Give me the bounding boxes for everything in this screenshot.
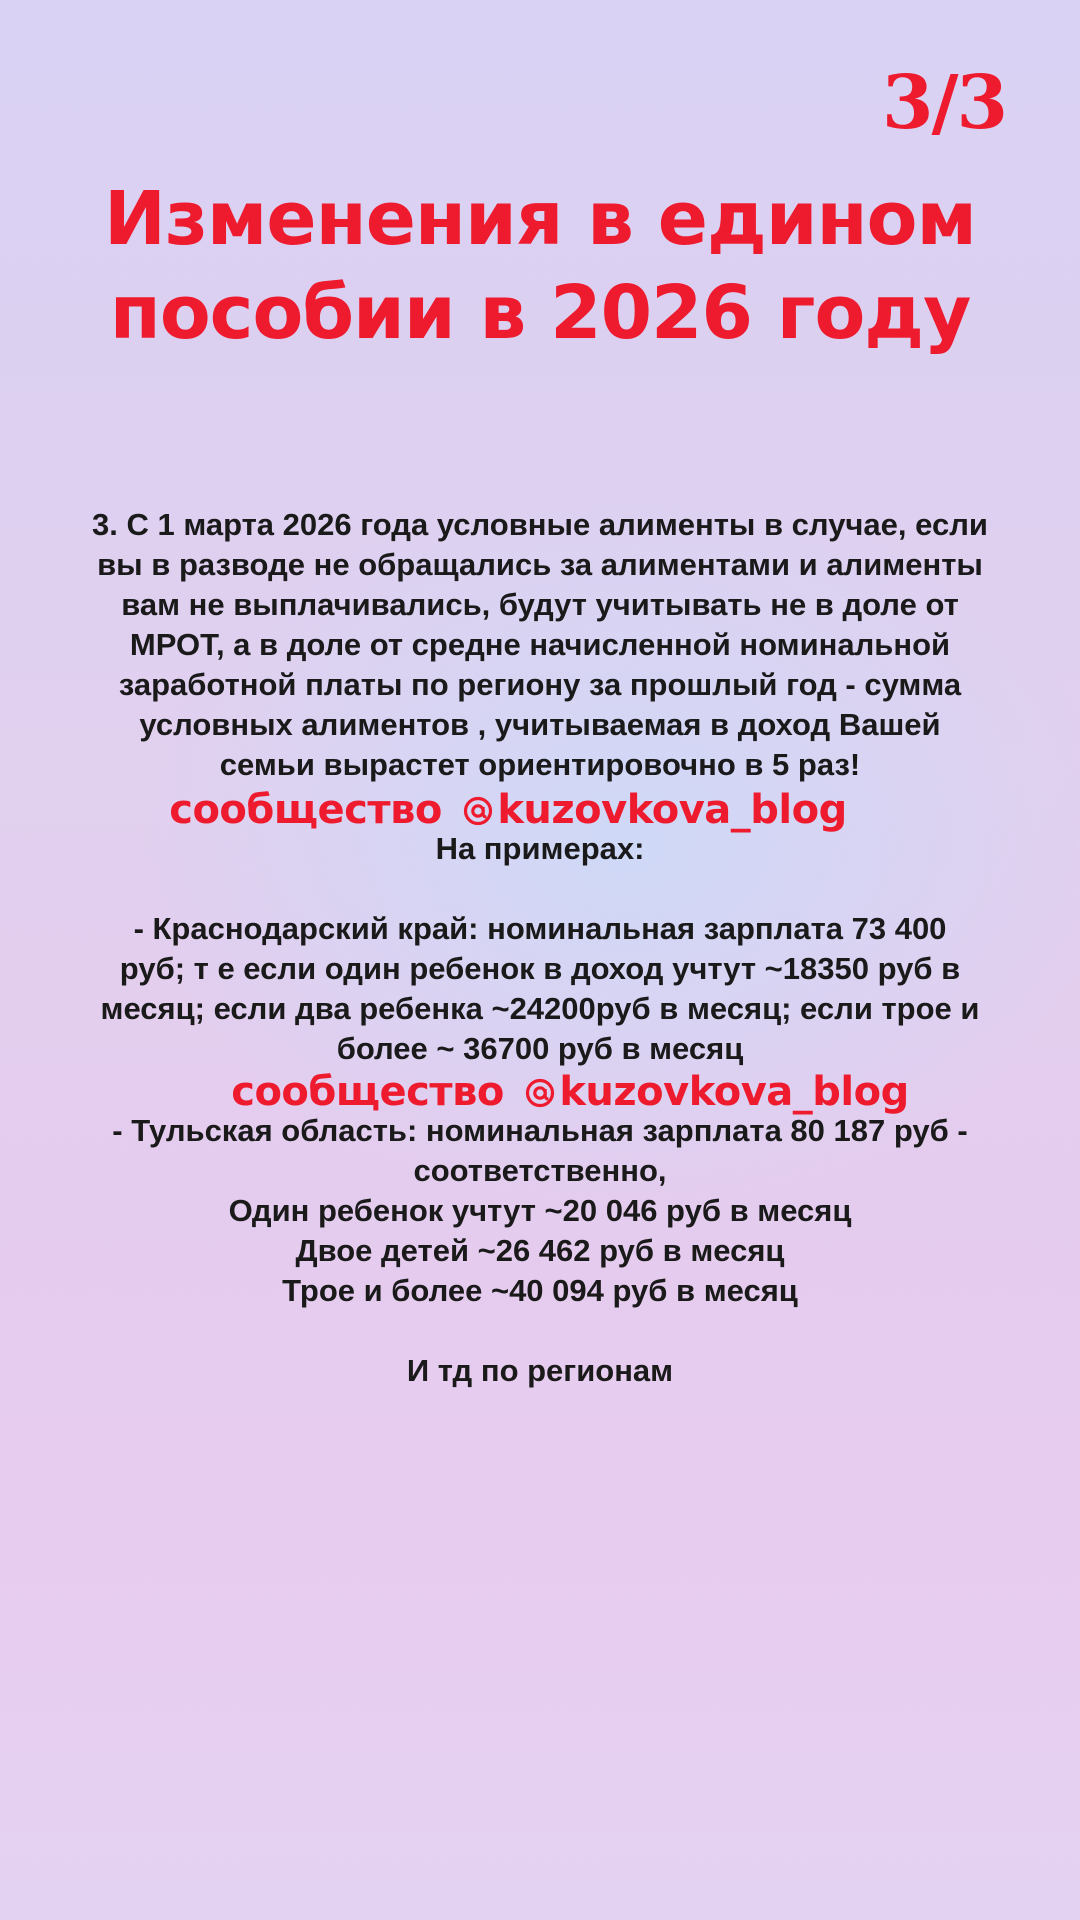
- headline: [0, 172, 1080, 360]
- example-line: Двое детей ~26 462 руб в месяц: [295, 1233, 785, 1268]
- story-body: [20, 505, 1060, 1391]
- example-line: Трое и более ~40 094 руб в месяц: [282, 1273, 798, 1308]
- example-line: более ~ 36700 руб в месяц: [336, 1031, 744, 1066]
- paragraph-line: вам не выплачивались, будут учитывать не в доле от: [121, 587, 959, 622]
- spacer: [20, 1311, 1060, 1351]
- paragraph-line: 3. С 1 марта 2026 года условные алименты в случае, если: [92, 507, 988, 542]
- paragraph-line: семьи вырастет ориентировочно в 5 раз!: [219, 747, 861, 782]
- at-sign-icon: [525, 1078, 555, 1108]
- example-line: - Тульская область: номинальная зарплата 80 187 руб -: [112, 1113, 968, 1148]
- community-prefix: сообщество: [231, 1069, 504, 1115]
- example-line: Один ребенок учтут ~20 046 руб в месяц: [228, 1193, 852, 1228]
- paragraph-line: условных алиментов , учитываемая в доход Вашей: [139, 707, 941, 742]
- community-handle: kuzovkova_blog: [497, 787, 847, 833]
- example-line: - Краснодарский край: номинальная зарплата 73 400: [133, 911, 947, 946]
- krasnodar-example: [20, 909, 1060, 1069]
- headline-line-2: пособии в 2026 году: [109, 270, 971, 356]
- examples-heading: На примерах:: [435, 831, 645, 866]
- community-link-2[interactable]: [50, 1069, 1080, 1115]
- example-line: месяц; если два ребенка ~24200руб в месяц; если трое и: [100, 991, 980, 1026]
- paragraph-line: заработной платы по региону за прошлый год - сумма: [118, 667, 962, 702]
- closing-line: И тд по регионам: [406, 1353, 674, 1388]
- intro-paragraph: [20, 505, 1060, 785]
- spacer: [20, 869, 1060, 909]
- at-sign-icon: [463, 796, 493, 826]
- headline-line-1: Изменения в едином: [103, 176, 977, 262]
- paragraph-line: МРОТ, а в доле от средне начисленной номинальной: [129, 627, 951, 662]
- paragraph-line: вы в разводе не обращались за алиментами и алименты: [97, 547, 983, 582]
- community-link-1[interactable]: [0, 787, 1028, 833]
- page-counter: 3/3: [881, 60, 1006, 146]
- tula-example: [20, 1111, 1060, 1311]
- example-line: руб; т е если один ребенок в доход учтут ~18350 руб в: [119, 951, 961, 986]
- example-line: соответственно,: [413, 1153, 667, 1188]
- community-prefix: сообщество: [169, 787, 442, 833]
- community-handle: kuzovkova_blog: [559, 1069, 909, 1115]
